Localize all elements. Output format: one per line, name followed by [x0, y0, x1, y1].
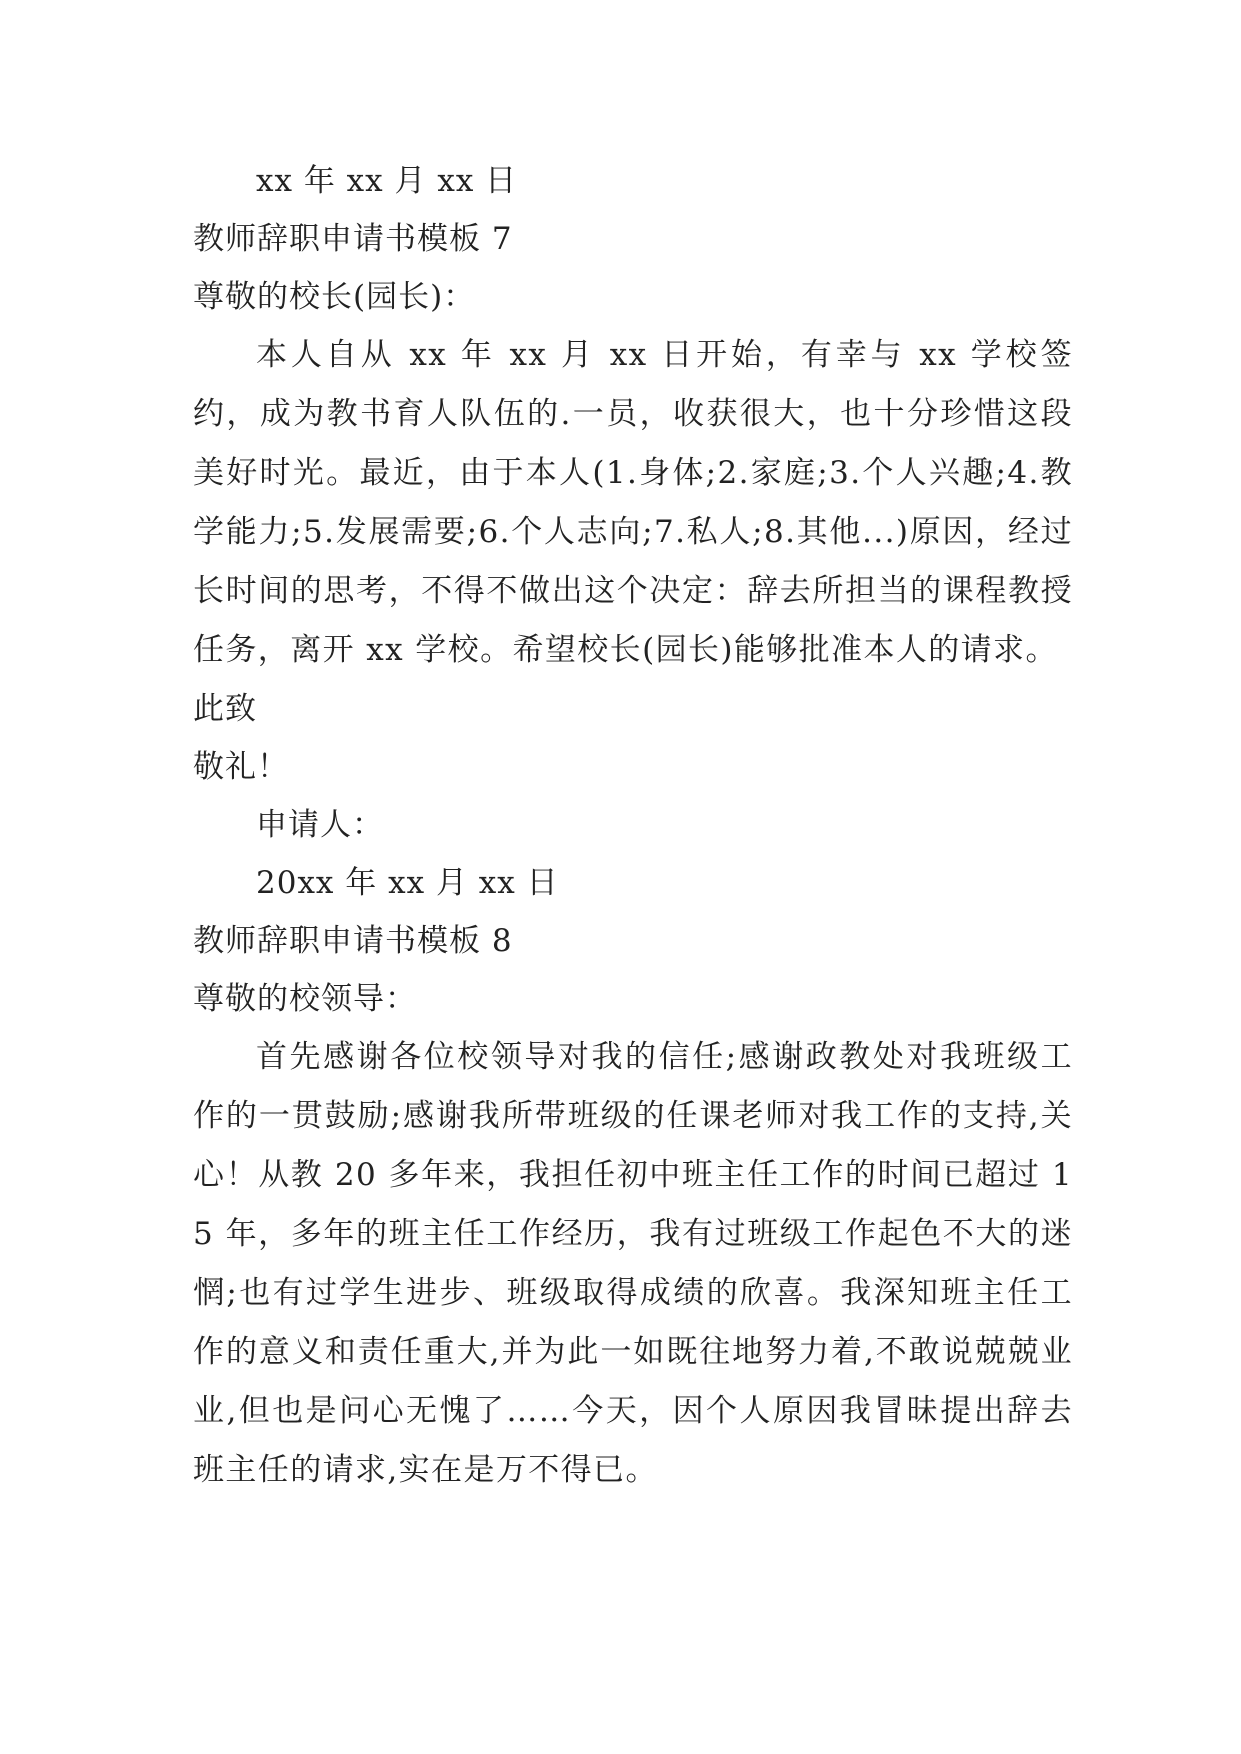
template-7-salutation: 尊敬的校长(园长)：: [193, 279, 476, 315]
document-page: [193, 152, 1073, 1500]
template-7-body: 本人自从 xx 年 xx 月 xx 日开始，有幸与 xx 学校签约，成为教书育人队伍的.一员，收获很大，也十分珍惜这段美好时光。最近，由于本人(1.身体;2.家庭;3.个人兴趣;4.教学能力;5.发展需要;6.个人志向;7.私人;8.其他...)原因，经过长时间的思考，不得不做出这个决定：辞去所担当的课程教授任务，离开 xx 学校。希望校长(园长)能够批准本人的请求。: [193, 337, 1073, 668]
template-7-closing-1: 此致: [193, 691, 257, 727]
template-7-closing-2: 敬礼！: [193, 749, 289, 785]
date-line: xx 年 xx 月 xx 日: [256, 163, 518, 199]
template-8-salutation: 尊敬的校领导：: [193, 981, 417, 1017]
template-7-applicant: 申请人：: [256, 807, 384, 843]
template-8-title: 教师辞职申请书模板 8: [193, 923, 513, 959]
template-7-date: 20xx 年 xx 月 xx 日: [256, 865, 559, 901]
template-7-title: 教师辞职申请书模板 7: [193, 221, 513, 257]
template-8-body: 首先感谢各位校领导对我的信任;感谢政教处对我班级工作的一贯鼓励;感谢我所带班级的任课老师对我工作的支持,关心！从教 20 多年来，我担任初中班主任工作的时间已超过 15 年，多年的班主任工作经历，我有过班级工作起色不大的迷惘;也有过学生进步、班级取得成绩的欣喜。我深知班主任工作的意义和责任重大,并为此一如既往地努力着,不敢说兢兢业业,但也是问心无愧了……今天，因个人原因我冒昧提出辞去班主任的请求,实在是万不得已。: [193, 1039, 1073, 1488]
